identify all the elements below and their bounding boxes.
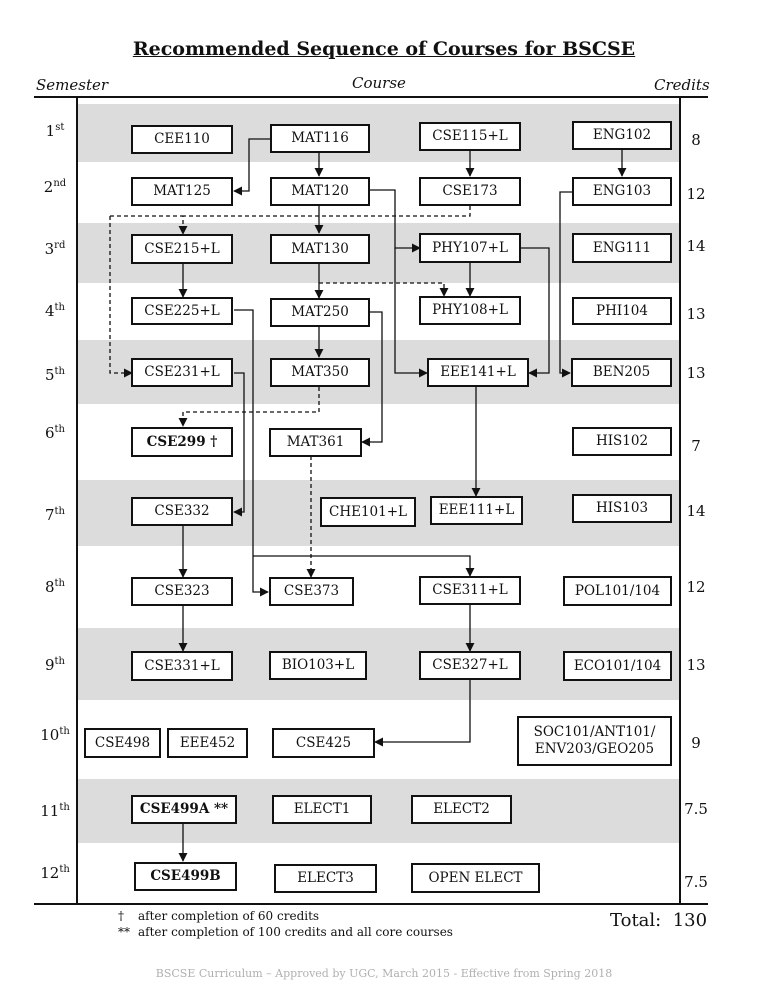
course-box-cse115: CSE115+L bbox=[419, 122, 521, 151]
semester-suffix: th bbox=[59, 726, 70, 737]
course-box-cse173: CSE173 bbox=[419, 177, 521, 206]
credits-header: Credits bbox=[654, 76, 710, 94]
course-box-cse425: CSE425 bbox=[272, 728, 375, 758]
course-box-elect2: ELECT2 bbox=[411, 795, 512, 824]
course-box-his102: HIS102 bbox=[572, 427, 672, 456]
arrow-mat120-phy107 bbox=[370, 190, 420, 248]
semester-suffix: th bbox=[54, 366, 65, 377]
dashed-arrow-mat350-cse299 bbox=[183, 387, 319, 426]
dashed-arrow-cse173-cse215 bbox=[183, 206, 470, 234]
dashed-arrow-cse173-cse231-b bbox=[110, 216, 132, 373]
course-box-eng103: ENG103 bbox=[572, 177, 672, 206]
footnote-1-text: after completion of 60 credits bbox=[138, 909, 320, 923]
course-box-cse331: CSE331+L bbox=[131, 651, 233, 681]
credits-value: 14 bbox=[686, 237, 706, 255]
footer-text: BSCSE Curriculum – Approved by UGC, March 2015 - Effective from Spring 2018 bbox=[155, 967, 613, 980]
credits-value: 7 bbox=[691, 437, 701, 455]
footnote-2 bbox=[118, 925, 453, 939]
arrow-eng103-ben205 bbox=[560, 192, 572, 373]
semester-suffix: nd bbox=[53, 178, 67, 189]
course-box-cse323: CSE323 bbox=[131, 577, 233, 606]
semester-number: 3 bbox=[44, 240, 55, 258]
course-box-cse231: CSE231+L bbox=[131, 358, 233, 387]
credits-value: 13 bbox=[686, 656, 706, 674]
course-box-che101: CHE101+L bbox=[320, 497, 416, 527]
course-box-elect1: ELECT1 bbox=[272, 795, 372, 824]
credits-value: 9 bbox=[691, 734, 701, 752]
arrow-mat116-mat125 bbox=[234, 139, 270, 191]
semester-number: 7 bbox=[44, 506, 55, 524]
course-box-mat361: MAT361 bbox=[269, 428, 362, 457]
semester-suffix: th bbox=[59, 802, 70, 813]
footnote-2-symbol: ** bbox=[118, 925, 130, 939]
arrow-cse327-cse425 bbox=[375, 680, 470, 742]
course-box-cse332: CSE332 bbox=[131, 497, 233, 526]
course-box-phy108: PHY108+L bbox=[419, 296, 521, 325]
semester-suffix: st bbox=[55, 122, 65, 133]
total-value: 130 bbox=[672, 910, 708, 931]
course-box-cse225: CSE225+L bbox=[131, 297, 233, 325]
course-box-phy107: PHY107+L bbox=[419, 233, 521, 263]
course-box-cse499b: CSE499B bbox=[134, 862, 237, 891]
footnote-1-symbol: † bbox=[118, 909, 124, 923]
course-box-ben205: BEN205 bbox=[571, 358, 672, 387]
semester-suffix: th bbox=[59, 864, 70, 875]
semester-number: 2 bbox=[43, 178, 54, 196]
semester-suffix: th bbox=[54, 302, 65, 313]
course-box-eee111: EEE111+L bbox=[430, 496, 523, 525]
semester-number: 11 bbox=[40, 802, 60, 820]
course-box-cse327: CSE327+L bbox=[419, 651, 521, 680]
total-label: Total: bbox=[610, 910, 662, 931]
course-box-mat125: MAT125 bbox=[131, 177, 233, 206]
course-box-mat116: MAT116 bbox=[270, 124, 370, 153]
arrow-cse225-cse311 bbox=[253, 556, 470, 576]
credits-value: 7.5 bbox=[684, 800, 708, 818]
page-title: Recommended Sequence of Courses for BSCSE bbox=[132, 38, 636, 60]
course-box-elect3: ELECT3 bbox=[274, 864, 377, 893]
course-box-cee110: CEE110 bbox=[131, 125, 233, 154]
soc101-line2: ENV203/GEO205 bbox=[534, 741, 655, 757]
course-header: Course bbox=[352, 74, 406, 92]
semester-number: 10 bbox=[40, 726, 60, 744]
arrow-phy107-eee141 bbox=[520, 248, 549, 373]
course-box-cse311: CSE311+L bbox=[419, 576, 521, 605]
course-box-phi104: PHI104 bbox=[572, 297, 672, 325]
course-box-eng111: ENG111 bbox=[572, 233, 672, 263]
total-credits bbox=[610, 910, 707, 931]
semester-suffix: th bbox=[54, 578, 65, 589]
semester-suffix: th bbox=[54, 424, 65, 435]
course-box-mat130: MAT130 bbox=[270, 234, 370, 264]
course-box-his103: HIS103 bbox=[572, 494, 672, 523]
course-box-pol101: POL101/104 bbox=[563, 576, 672, 606]
course-box-mat250: MAT250 bbox=[270, 298, 370, 327]
semester-number: 5 bbox=[44, 366, 55, 384]
footnote-1 bbox=[118, 909, 319, 923]
course-box-soc101 bbox=[517, 716, 672, 766]
credits-value: 7.5 bbox=[684, 873, 708, 891]
credits-value: 13 bbox=[686, 305, 706, 323]
semester-number: 9 bbox=[44, 656, 55, 674]
credits-value: 13 bbox=[686, 364, 706, 382]
course-box-cse498: CSE498 bbox=[84, 728, 161, 758]
semester-number: 8 bbox=[44, 578, 55, 596]
semester-suffix: th bbox=[54, 506, 65, 517]
semester-number: 12 bbox=[40, 864, 60, 882]
course-box-cse499a: CSE499A ** bbox=[131, 795, 237, 824]
dashed-arrow-mat130-phy108 bbox=[319, 283, 444, 296]
course-box-mat120: MAT120 bbox=[270, 177, 370, 206]
course-box-cse373: CSE373 bbox=[269, 577, 354, 606]
arrow-cse231-cse332 bbox=[234, 373, 244, 512]
arrow-cse225-cse373 bbox=[234, 310, 268, 592]
course-box-eco101: ECO101/104 bbox=[563, 651, 672, 681]
credits-value: 8 bbox=[691, 131, 701, 149]
credits-value: 14 bbox=[686, 502, 706, 520]
course-box-eee452: EEE452 bbox=[167, 728, 248, 758]
course-box-eng102: ENG102 bbox=[572, 121, 672, 150]
course-box-bio103: BIO103+L bbox=[269, 651, 367, 680]
course-box-eee141: EEE141+L bbox=[427, 358, 529, 387]
semester-number: 1 bbox=[45, 122, 56, 140]
course-box-cse215: CSE215+L bbox=[131, 234, 233, 264]
course-box-mat350: MAT350 bbox=[270, 358, 370, 387]
semester-suffix: rd bbox=[54, 240, 66, 251]
semester-header: Semester bbox=[36, 76, 109, 94]
course-box-open-elect: OPEN ELECT bbox=[411, 863, 540, 893]
credits-value: 12 bbox=[686, 185, 706, 203]
semester-number: 4 bbox=[44, 302, 55, 320]
course-box-cse299: CSE299 † bbox=[131, 427, 233, 457]
semester-number: 6 bbox=[44, 424, 55, 442]
footnote-2-text: after completion of 100 credits and all core courses bbox=[138, 925, 453, 939]
soc101-line1: SOC101/ANT101/ bbox=[533, 724, 656, 741]
semester-suffix: th bbox=[54, 656, 65, 667]
credits-value: 12 bbox=[686, 578, 706, 596]
